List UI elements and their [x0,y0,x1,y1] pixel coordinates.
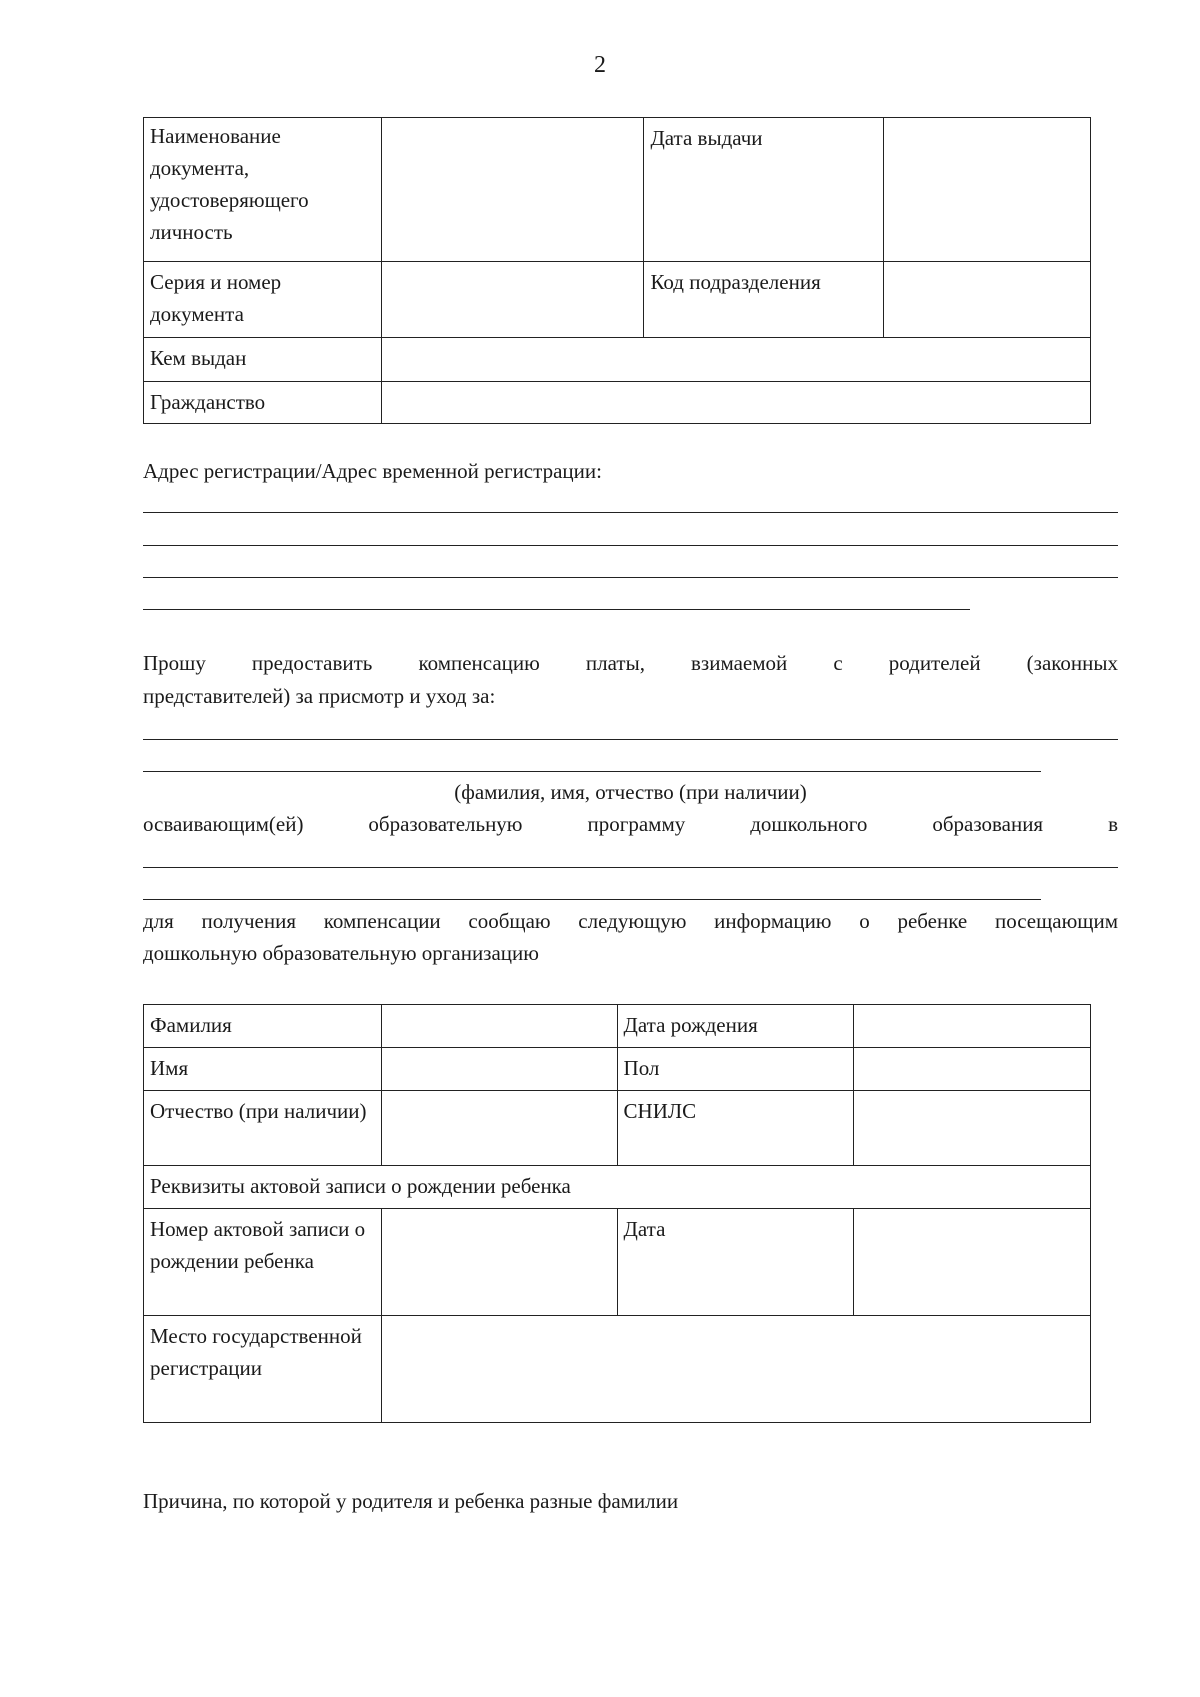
reason-label: Причина, по которой у родителя и ребенка разные фамилии [143,1489,679,1513]
doc-name-field[interactable] [381,118,644,262]
doc-name-label: Наименование документа, удостоверяющего личность [144,118,382,262]
issue-date-label: Дата выдачи [644,118,884,262]
page-number: 2 [594,52,606,78]
birth-date-field[interactable] [854,1005,1091,1048]
birth-record-header: Реквизиты актовой записи о рождении ребенка [144,1166,1091,1209]
info-text: для получения компенсации сообщаю следующую информацию о ребенке посещающим [143,909,1118,933]
record-number-label: Номер актовой записи о рождении ребенка [144,1209,382,1316]
name-label: Имя [144,1048,382,1091]
record-date-field[interactable] [854,1209,1091,1316]
registration-place-label: Место государственной регистрации [144,1316,382,1423]
gender-label: Пол [617,1048,854,1091]
info-text-cont: дошкольную образовательную организацию [143,941,539,965]
patronymic-label: Отчество (при наличии) [144,1091,382,1166]
child-name-line-1[interactable] [143,739,1118,740]
child-name-line-2[interactable] [143,771,1041,772]
address-line-4[interactable] [143,609,970,610]
issued-by-field[interactable] [381,338,1090,382]
dept-code-field[interactable] [884,262,1091,338]
request-text-cont: представителей) за присмотр и уход за: [143,684,496,708]
request-text: Прошу предоставить компенсацию платы, взимаемой с родителей (законных [143,651,1118,675]
snils-field[interactable] [854,1091,1091,1166]
record-number-field[interactable] [381,1209,617,1316]
issue-date-field[interactable] [884,118,1091,262]
surname-label: Фамилия [144,1005,382,1048]
surname-field[interactable] [381,1005,617,1048]
child-info-table [143,1004,1091,1423]
series-number-label: Серия и номер документа [144,262,382,338]
fio-caption: (фамилия, имя, отчество (при наличии) [454,780,807,804]
registration-place-field[interactable] [381,1316,1090,1423]
address-line-3[interactable] [143,577,1118,578]
snils-label: СНИЛС [617,1091,854,1166]
gender-field[interactable] [854,1048,1091,1091]
citizenship-label: Гражданство [144,382,382,424]
address-line-1[interactable] [143,512,1118,513]
institution-line-1[interactable] [143,867,1118,868]
program-text: осваивающим(ей) образовательную программу дошкольного образования в [143,812,1118,836]
citizenship-field[interactable] [381,382,1090,424]
series-number-field[interactable] [381,262,644,338]
institution-line-2[interactable] [143,899,1041,900]
birth-date-label: Дата рождения [617,1005,854,1048]
address-line-2[interactable] [143,545,1118,546]
issued-by-label: Кем выдан [144,338,382,382]
name-field[interactable] [381,1048,617,1091]
identity-document-table [143,117,1091,424]
dept-code-label: Код подразделения [644,262,884,338]
patronymic-field[interactable] [381,1091,617,1166]
record-date-label: Дата [617,1209,854,1316]
address-label: Адрес регистрации/Адрес временной регистрации: [143,459,602,483]
